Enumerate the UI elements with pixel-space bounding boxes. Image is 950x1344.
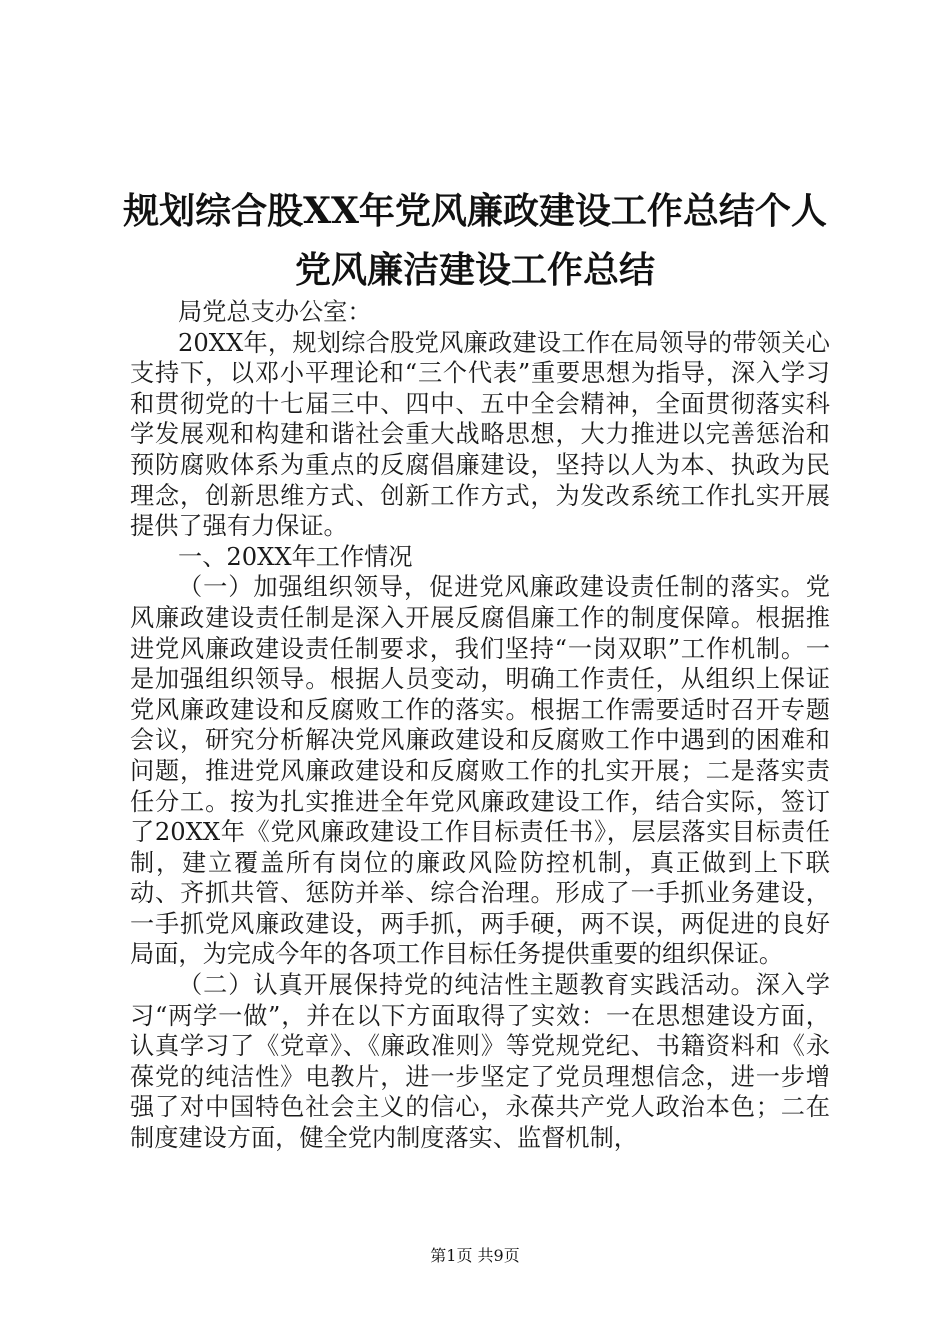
document-title-line2: 党风廉洁建设工作总结: [294, 249, 655, 291]
document-title-line1: 规划综合股XX年党风廉政建设工作总结个人: [123, 190, 827, 232]
paragraph-item-1: （一）加强组织领导，促进党风廉政建设责任制的落实。党风廉政建设责任制是深入开展反腐倡廉工作的制度保障。根据推进党风廉政建设责任制要求，我们坚持“一岗双职”工作机制。一是加强组织领导。根据人员变动，明确工作责任，从组织上保证党风廉政建设和反腐败工作的落实。根据工作需要适时召开专题会议，研究分析解决党风廉政建设和反腐败工作中遇到的困难和问题，推进党风廉政建设和反腐败工作的扎实开展；二是落实责任分工。按为扎实推进全年党风廉政建设工作，结合实际，签订了20XX年《党风廉政建设工作目标责任书》，层层落实目标责任制，建立覆盖所有岗位的廉政风险防控机制，真正做到上下联动、齐抓共管、惩防并举、综合治理。形成了一手抓业务建设，一手抓党风廉政建设，两手抓，两手硬，两不误，两促进的良好局面，为完成今年的各项工作目标任务提供重要的组织保证。: [130, 573, 830, 969]
page-footer: 第1页 共9页: [430, 1246, 520, 1265]
paragraph-item-2: （二）认真开展保持党的纯洁性主题教育实践活动。深入学习“两学一做”，并在以下方面取得了实效：一在思想建设方面，认真学习了《党章》、《廉政准则》等党规党纪、书籍资料和《永葆党的纯洁性》电教片，进一步坚定了党员理想信念，进一步增强了对中国特色社会主义的信心，永葆共产党人政治本色；二在制度建设方面，健全党内制度落实、监督机制，: [130, 971, 830, 1153]
paragraph-intro: 20XX年，规划综合股党风廉政建设工作在局领导的带领关心支持下，以邓小平理论和“三个代表”重要思想为指导，深入学习和贯彻党的十七届三中、四中、五中全会精神，全面贯彻落实科学发展观和构建和谐社会重大战略思想，大力推进以完善惩治和预防腐败体系为重点的反腐倡廉建设，坚持以人为本、执政为民理念，创新思维方式、创新工作方式，为发改系统工作扎实开展提供了强有力保证。: [130, 328, 830, 541]
section-heading: 一、20XX年工作情况: [178, 542, 413, 571]
paragraph-salutation: 局党总支办公室：: [178, 298, 372, 326]
document-body: [130, 297, 830, 1154]
